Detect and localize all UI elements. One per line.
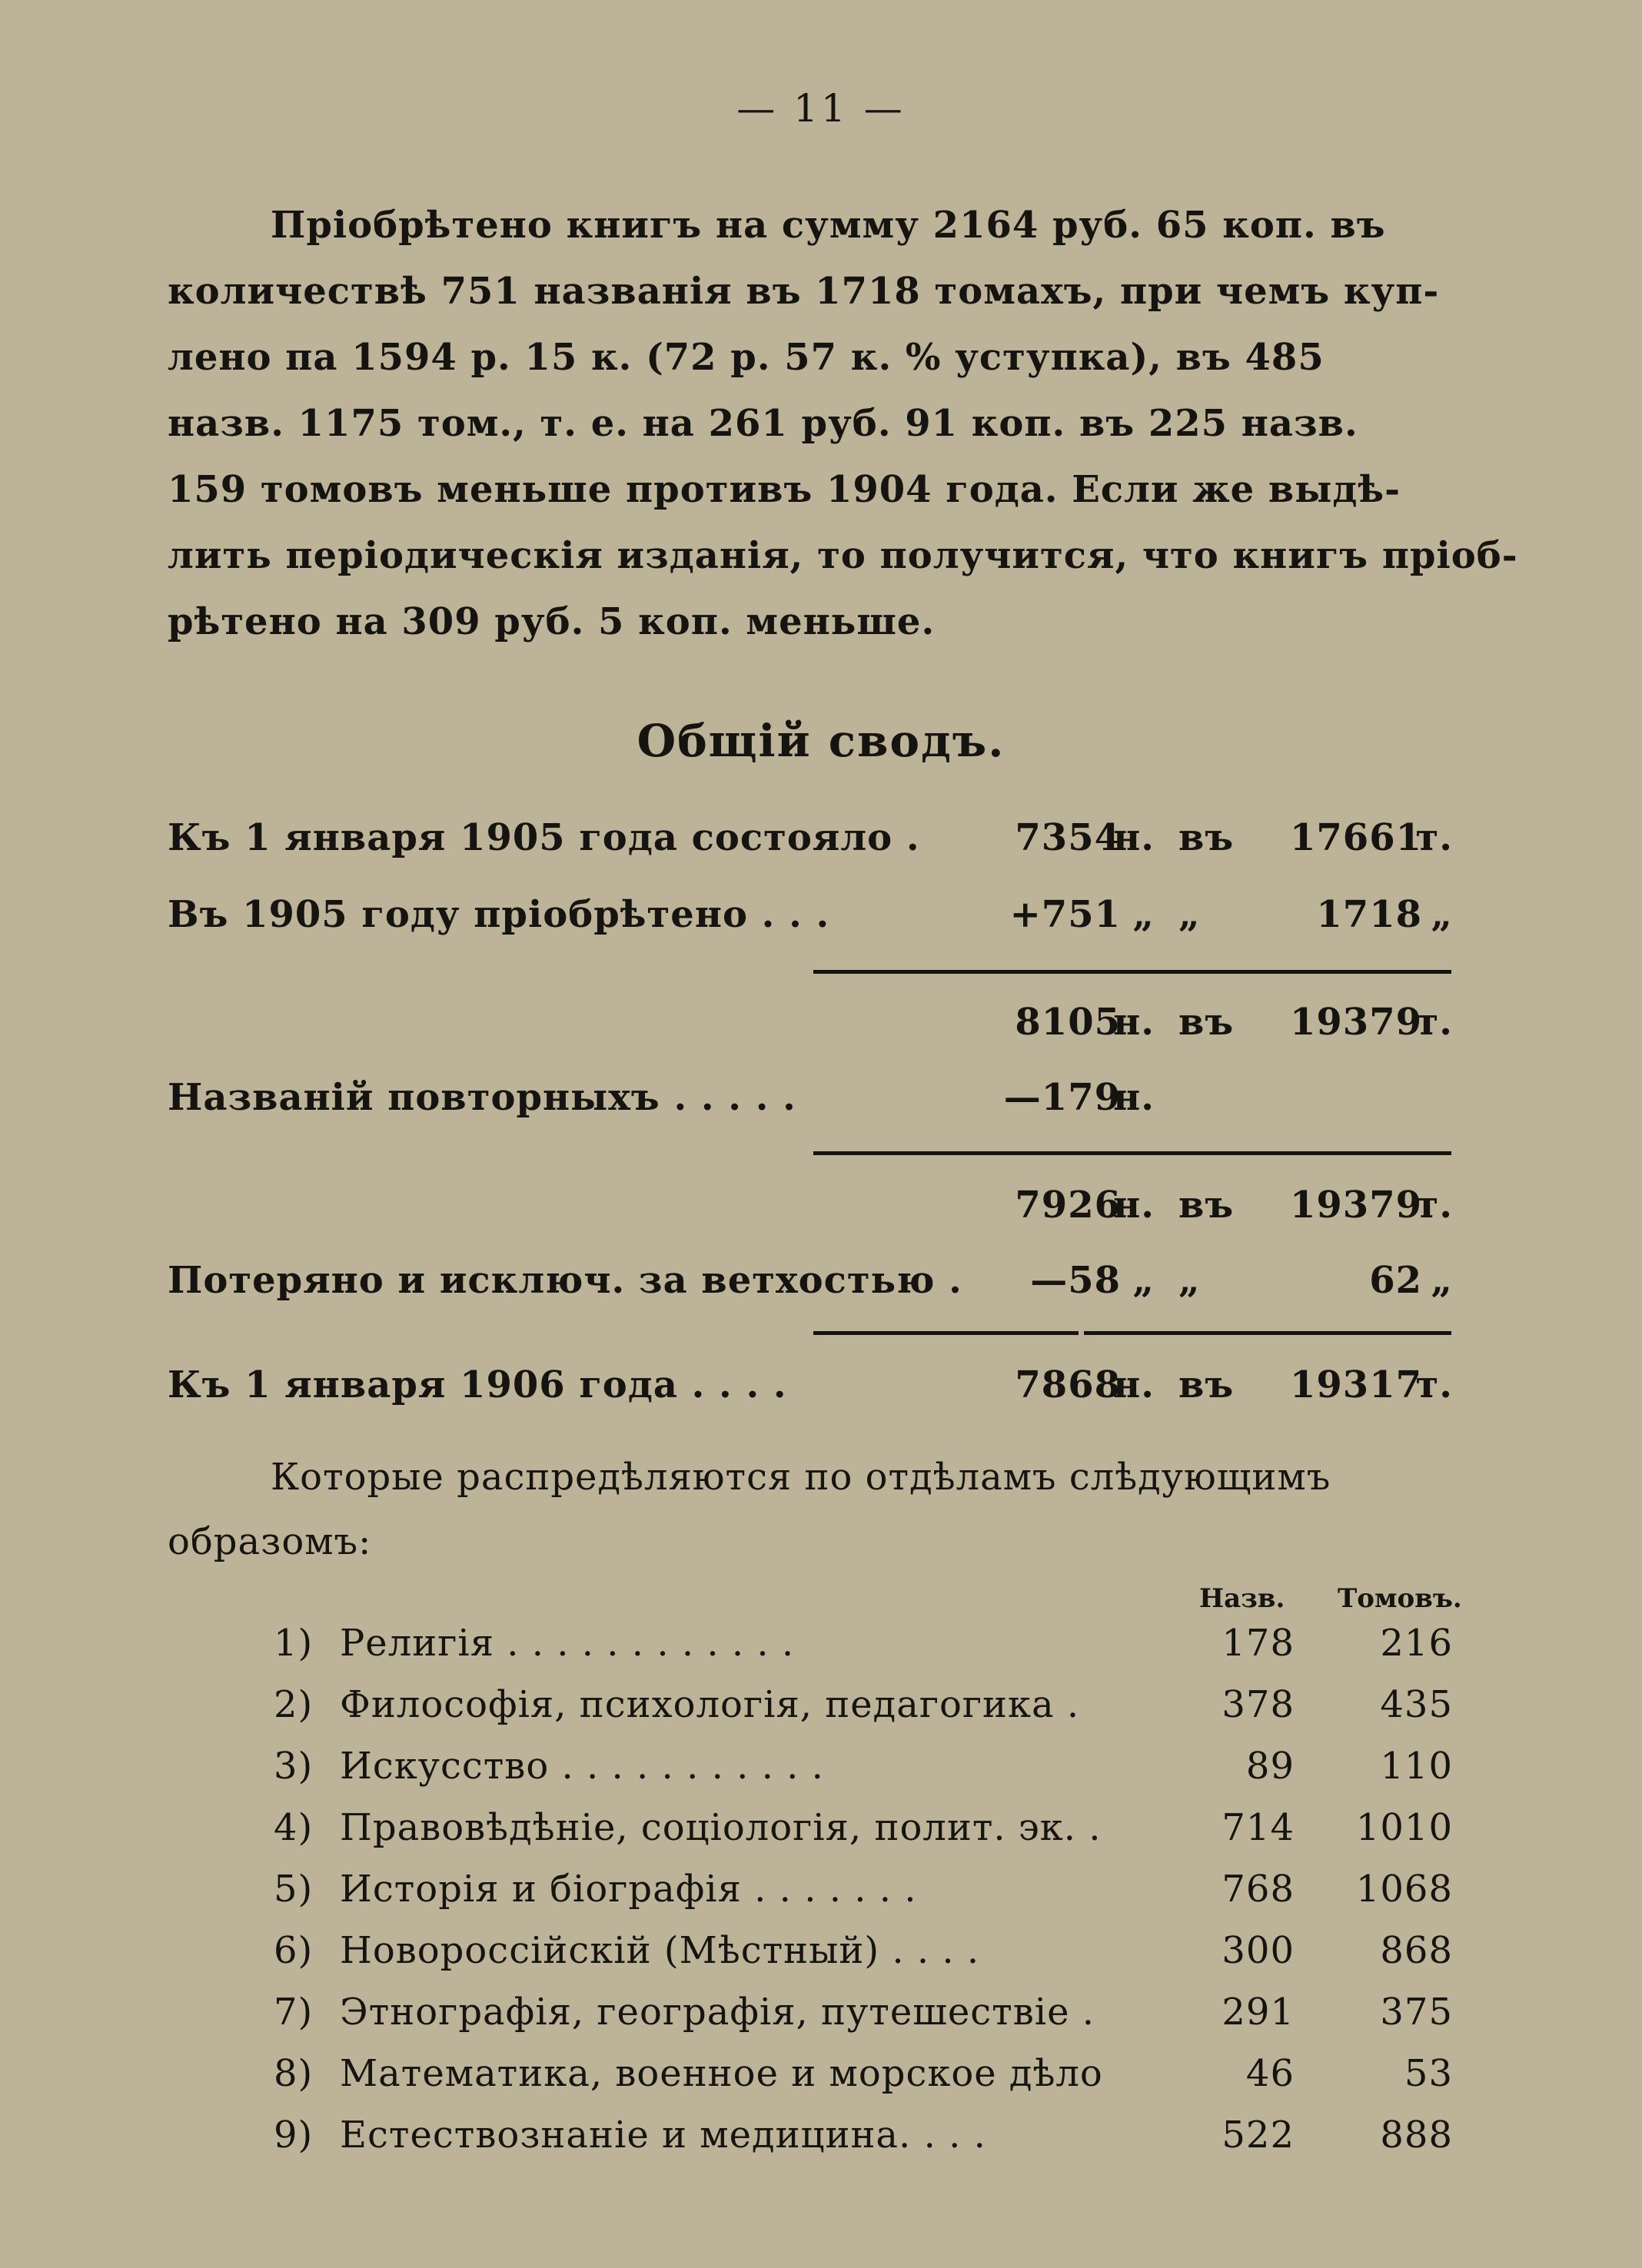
department-name: Математика, военное и морское дѣло [340, 2052, 1103, 2095]
sum-rule-left [813, 1331, 1079, 1335]
department-tomes-count: 1068 [1355, 1868, 1453, 1911]
sum-rule-right [1084, 1331, 1451, 1335]
department-row [274, 1991, 1453, 2046]
summary-row [168, 1363, 1453, 1425]
department-number: 3) [274, 1745, 314, 1788]
department-names-count: 522 [1222, 2114, 1295, 2157]
summary-row [168, 1184, 1453, 1245]
summary-tomes: 17661 [1290, 816, 1422, 859]
summary-names: 7868 [1015, 1363, 1121, 1406]
department-number: 4) [274, 1806, 314, 1849]
summary-tomes: 19317 [1290, 1363, 1422, 1406]
summary-unit: н. [1113, 1076, 1155, 1119]
summary-row [168, 1001, 1453, 1062]
department-row [274, 1622, 1453, 1677]
summary-tome-unit: „ [1431, 893, 1453, 936]
summary-tome-unit: т. [1415, 1184, 1453, 1227]
department-name: Естествознаніе и медицина. . . . [340, 2114, 986, 2157]
summary-tomes: 19379 [1290, 1001, 1422, 1044]
col-header-tomes: Томовъ. [1338, 1583, 1462, 1614]
summary-unit: н. [1113, 1363, 1155, 1406]
summary-names: 7926 [1015, 1184, 1121, 1227]
department-name: Новороссійскій (Мѣстный) . . . . [340, 1929, 980, 1972]
summary-label: Къ 1 января 1906 года . . . . [168, 1363, 787, 1406]
department-name: Религія . . . . . . . . . . . . [340, 1622, 795, 1665]
department-tomes-count: 375 [1380, 1991, 1453, 2034]
department-tomes-count: 888 [1380, 2114, 1453, 2157]
department-names-count: 300 [1222, 1929, 1295, 1972]
summary-label: Потеряно и исключ. за ветхостью . [168, 1259, 962, 1302]
department-tomes-count: 1010 [1355, 1806, 1453, 1849]
department-number: 6) [274, 1929, 314, 1972]
department-names-count: 714 [1222, 1806, 1295, 1849]
department-row [274, 1683, 1453, 1738]
department-number: 5) [274, 1868, 314, 1911]
department-names-count: 46 [1245, 2052, 1295, 2095]
department-names-count: 178 [1222, 1622, 1295, 1665]
intro-line: лено па 1594 р. 15 к. (72 р. 57 к. % уступка), въ 485 [168, 336, 1325, 379]
sum-rule [813, 1151, 1451, 1155]
summary-tome-unit: т. [1415, 816, 1453, 859]
department-name: Этнографія, географія, путешествіе . [340, 1991, 1095, 2034]
summary-unit: н. [1113, 816, 1155, 859]
department-names-count: 378 [1222, 1683, 1295, 1726]
summary-tomes: 62 [1369, 1259, 1422, 1302]
summary-tome-unit: т. [1415, 1363, 1453, 1406]
department-names-count: 291 [1222, 1991, 1295, 2034]
department-name: Правовѣдѣніе, соціологія, полит. эк. . [340, 1806, 1102, 1849]
department-number: 7) [274, 1991, 314, 2034]
col-header-names: Назв. [1199, 1583, 1285, 1614]
department-number: 9) [274, 2114, 314, 2157]
department-tomes-count: 435 [1380, 1683, 1453, 1726]
summary-label: Къ 1 января 1905 года состояло . [168, 816, 920, 859]
summary-row [168, 1076, 1453, 1137]
summary-row [168, 816, 1453, 878]
intro-line: лить періодическія изданія, то получится, что книгъ пріоб- [168, 534, 1518, 577]
summary-unit: „ [1132, 1259, 1155, 1302]
summary-preposition: „ [1178, 893, 1201, 936]
page-number: — 11 — [736, 86, 906, 131]
summary-preposition: въ [1178, 1184, 1235, 1227]
summary-unit: н. [1113, 1001, 1155, 1044]
section-heading: Общій сводъ. [637, 715, 1005, 767]
distribution-line: Которые распредѣляются по отдѣламъ слѣдующимъ [271, 1456, 1331, 1499]
department-row [274, 1745, 1453, 1800]
summary-preposition: въ [1178, 816, 1235, 859]
department-row [274, 1929, 1453, 1984]
department-name: Философія, психологія, педагогика . [340, 1683, 1080, 1726]
department-name: Исторія и біографія . . . . . . . [340, 1868, 917, 1911]
intro-line: рѣтено на 309 руб. 5 коп. меньше. [168, 600, 936, 643]
summary-preposition: въ [1178, 1001, 1235, 1044]
summary-row [168, 893, 1453, 955]
department-row [274, 2114, 1453, 2169]
summary-names: 8105 [1015, 1001, 1121, 1044]
distribution-line: образомъ: [168, 1520, 372, 1563]
department-row [274, 1868, 1453, 1923]
summary-names: 7354 [1015, 816, 1121, 859]
department-names-count: 89 [1245, 1745, 1295, 1788]
department-name: Искусство . . . . . . . . . . . [340, 1745, 824, 1788]
intro-line: Пріобрѣтено книгъ на сумму 2164 руб. 65 коп. въ [271, 204, 1386, 247]
summary-label: Названій повторныхъ . . . . . [168, 1076, 796, 1119]
department-number: 8) [274, 2052, 314, 2095]
summary-label: Въ 1905 году пріобрѣтено . . . [168, 893, 830, 936]
department-names-count: 768 [1222, 1868, 1295, 1911]
summary-row [168, 1259, 1453, 1320]
summary-tomes: 19379 [1290, 1184, 1422, 1227]
intro-paragraph [168, 192, 1518, 655]
distribution-paragraph [168, 1445, 1453, 1574]
summary-unit: н. [1113, 1184, 1155, 1227]
summary-names: —179 [1003, 1076, 1121, 1119]
summary-names: —58 [1030, 1259, 1121, 1302]
summary-tomes: 1718 [1316, 893, 1422, 936]
summary-preposition: въ [1178, 1363, 1235, 1406]
intro-line: количествѣ 751 названія въ 1718 томахъ, при чемъ куп- [168, 270, 1440, 313]
department-tomes-count: 868 [1380, 1929, 1453, 1972]
department-row [274, 2052, 1453, 2107]
summary-tome-unit: „ [1431, 1259, 1453, 1302]
intro-line: назв. 1175 том., т. е. на 261 руб. 91 коп. въ 225 назв. [168, 402, 1358, 445]
sum-rule [813, 970, 1451, 974]
department-tomes-count: 110 [1380, 1745, 1453, 1788]
summary-names: +751 [1009, 893, 1121, 936]
summary-unit: „ [1132, 893, 1155, 936]
summary-preposition: „ [1178, 1259, 1201, 1302]
department-number: 1) [274, 1622, 314, 1665]
summary-tome-unit: т. [1415, 1001, 1453, 1044]
intro-line: 159 томовъ меньше противъ 1904 года. Если же выдѣ- [168, 468, 1401, 511]
department-number: 2) [274, 1683, 314, 1726]
department-row [274, 1806, 1453, 1861]
department-tomes-count: 53 [1404, 2052, 1453, 2095]
department-tomes-count: 216 [1380, 1622, 1453, 1665]
